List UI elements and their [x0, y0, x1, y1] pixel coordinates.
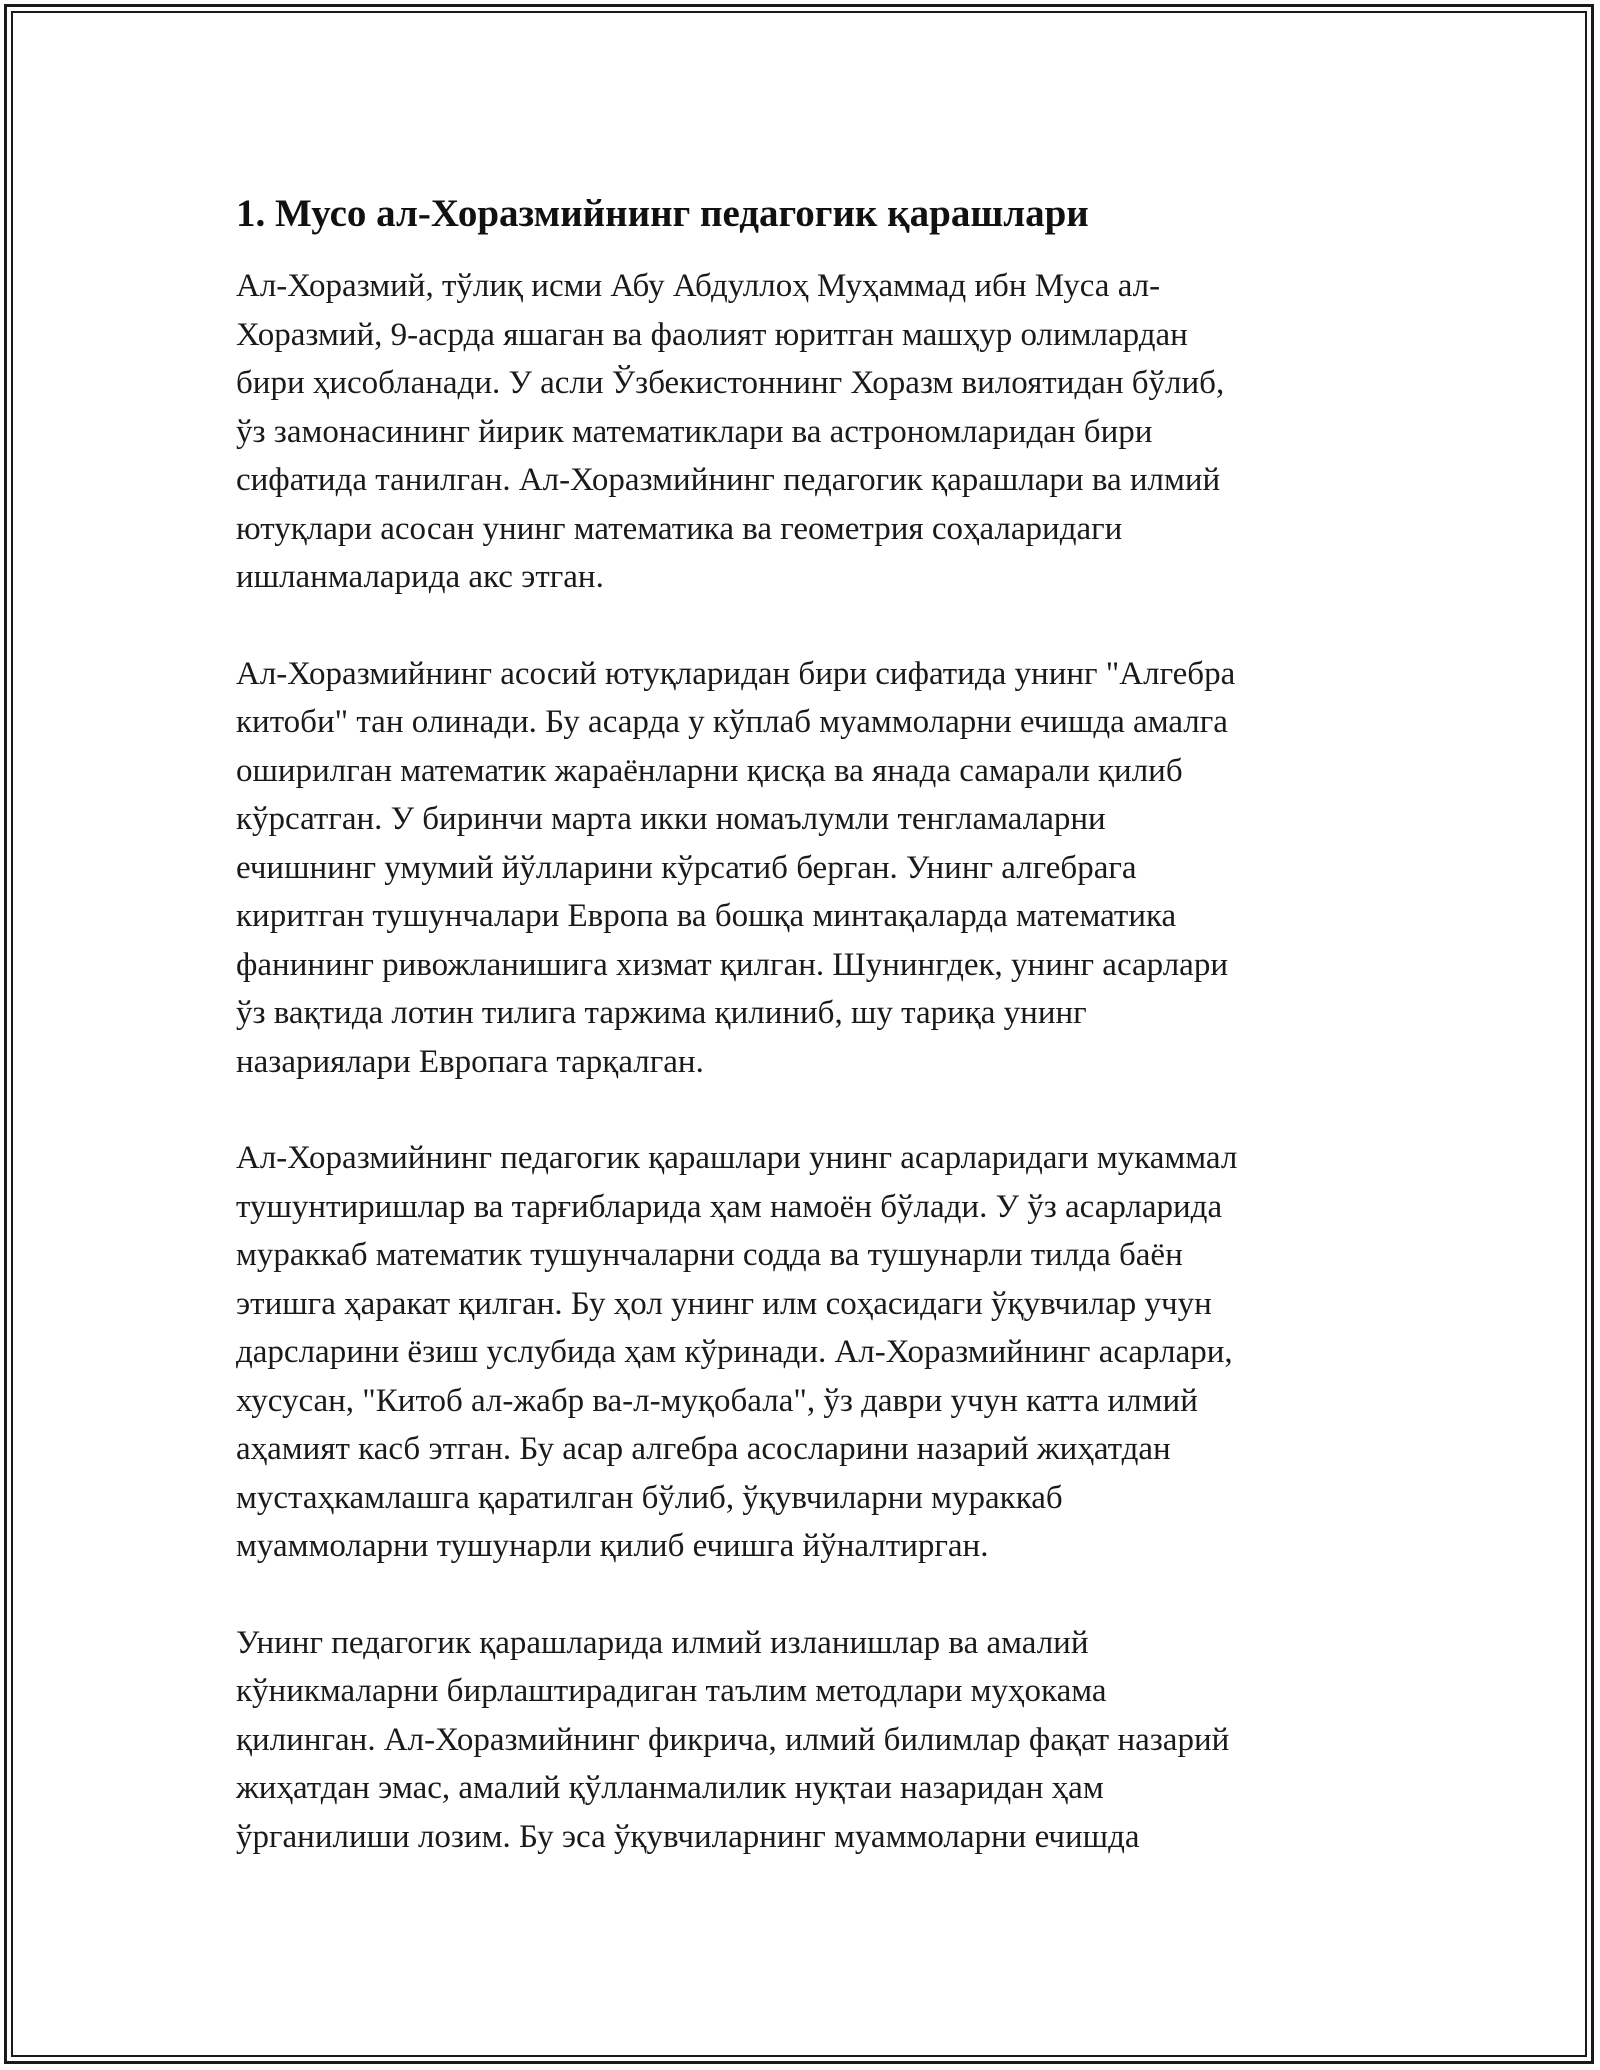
document-body — [236, 186, 1376, 1861]
paragraph-3: Ал-Хоразмийнинг педагогик қарашлари унинг асарларидаги мукаммал тушунтиришлар ва тарғибларида ҳам намоён бўлади. У ўз асарларида мураккаб математик тушунчаларни содда ва тушунарли тилда баён этишга ҳаракат қилган. Бу ҳол унинг илм соҳасидаги ўқувчилар учун дарсларини ёзиш услубида ҳам кўринади. Ал-Хоразмийнинг асарлари, хусусан, "Китоб ал-жабр ва-л-муқобала", ўз даври учун катта илмий аҳамият касб этган. Бу асар алгебра асосларини назарий жиҳатдан мустаҳкамлашга қаратилган бўлиб, ўқувчиларни мураккаб муаммоларни тушунарли қилиб ечишга йўналтирган. — [236, 1140, 1238, 1564]
paragraph-4: Унинг педагогик қарашларида илмий изланишлар ва амалий кўникмаларни бирлаштирадиган таълим методлари муҳокама қилинган. Ал-Хоразмийнинг фикрича, илмий билимлар фақат назарий жиҳатдан эмас, амалий қўлланмалилик нуқтаи назаридан ҳам ўрганилиши лозим. Бу эса ўқувчиларнинг муаммоларни ечишда — [236, 1624, 1230, 1855]
section-heading: 1. Мусо ал-Хоразмийнинг педагогик қарашлари — [236, 192, 1089, 235]
paragraph-1: Ал-Хоразмий, тўлиқ исми Абу Абдуллоҳ Муҳаммад ибн Муса ал- Хоразмий, 9-асрда яшаган ва фаолият юритган машҳур олимлардан бири ҳисобланади. У асли Ўзбекистоннинг Хоразм вилоятидан бўлиб, ўз замонасининг йирик математиклари ва астрономларидан бири сифатида танилган. Ал-Хоразмийнинг педагогик қарашлари ва илмий ютуқлари асосан унинг математика ва геометрия соҳаларидаги ишланмаларида акс этган. — [236, 268, 1225, 595]
paragraph-2: Ал-Хоразмийнинг асосий ютуқларидан бири сифатида унинг "Алгебра китоби" тан олинади. Бу асарда у кўплаб муаммоларни ечишда амалга оширилган математик жараёнларни қисқа ва янада самарали қилиб кўрсатган. У биринчи марта икки номаълумли тенгламаларни ечишнинг умумий йўлларини кўрсатиб берган. Унинг алгебрага киритган тушунчалари Европа ва бошқа минтақаларда математика фанининг ривожланишига хизмат қилган. Шунингдек, унинг асарлари ўз вақтида лотин тилига таржима қилиниб, шу тариқа унинг назариялари Европага тарқалган. — [236, 655, 1236, 1080]
